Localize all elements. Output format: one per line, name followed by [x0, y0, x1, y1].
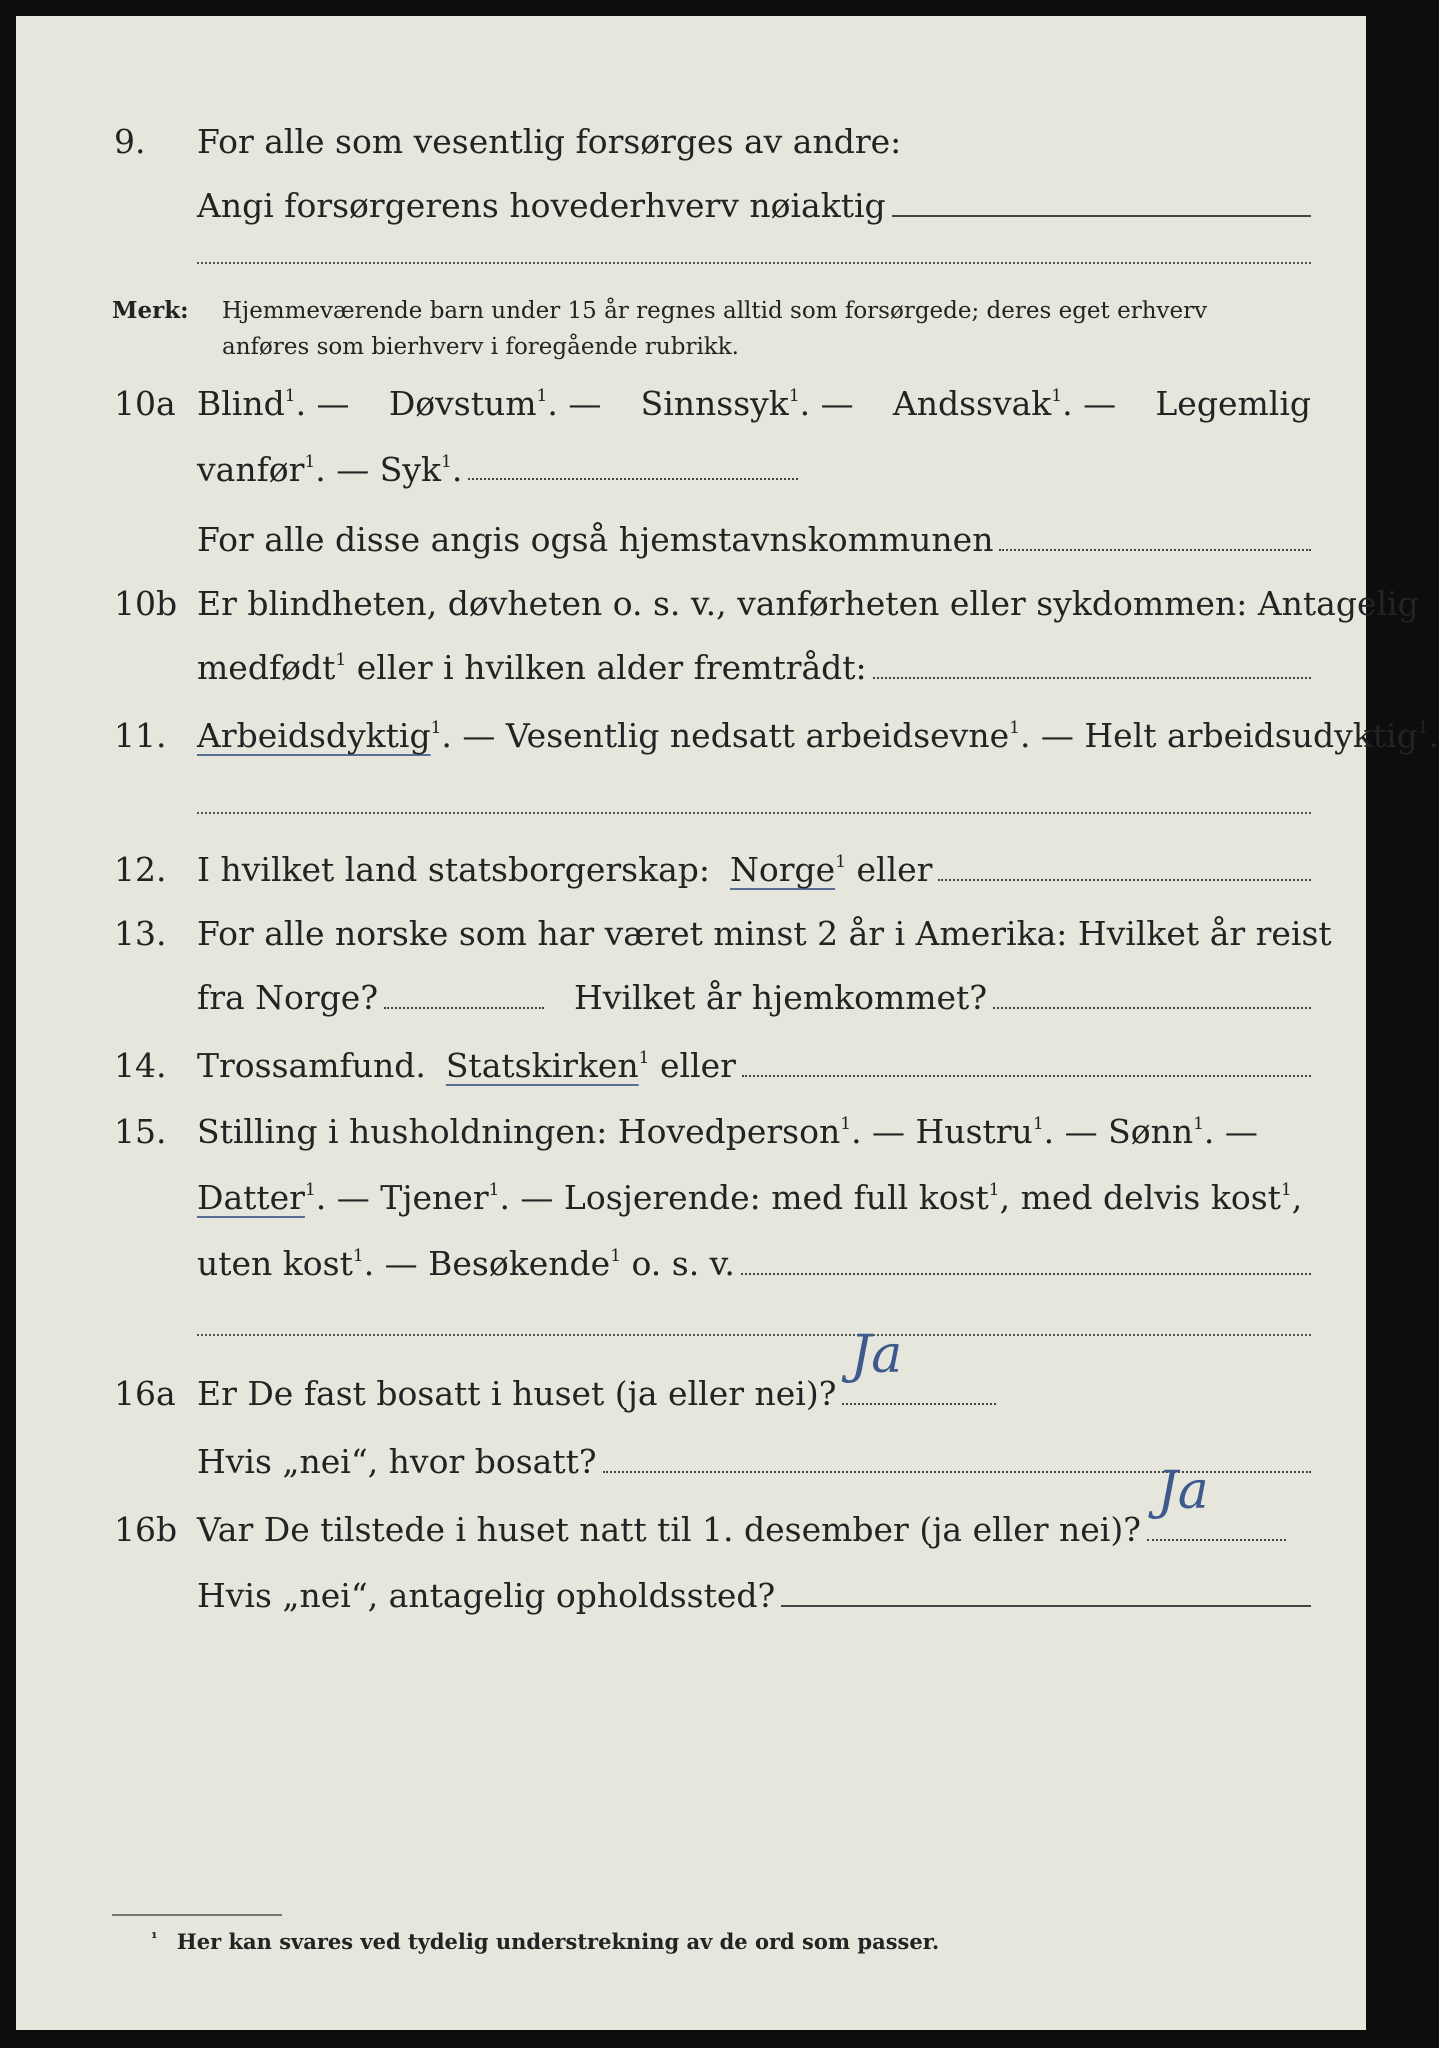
question-number: 14.: [114, 1046, 167, 1085]
note-text: Hjemmeværende barn under 15 år regnes alltid som forsørgede; deres eget erhverv: [222, 298, 1208, 324]
option-dovstum: Døvstum$^1$. —: [388, 384, 602, 423]
note-text-line2: anføres som bierhverv i foregående rubrikk.: [222, 334, 739, 360]
answer-line[interactable]: [873, 649, 1311, 679]
question-text: I hvilket land statsborgerskap:: [197, 850, 711, 889]
separator: [197, 1334, 1311, 1336]
question-text: Var De tilstede i huset natt til 1. desember (ja eller nei)?: [197, 1510, 1141, 1549]
question-number: 10a: [114, 384, 176, 423]
question-number: 10b: [114, 584, 178, 623]
question-text: Hvis „nei“, antagelig opholdssted?: [197, 1576, 776, 1615]
question-text: For alle norske som har været minst 2 år i Amerika: Hvilket år reist: [197, 914, 1332, 953]
answer-line[interactable]: [468, 450, 798, 480]
question-number: 12.: [114, 850, 167, 889]
question-text-rest: $^1$ eller: [638, 1046, 736, 1085]
question-text: Stilling i husholdningen: Hovedperson$^1$. — Hustru$^1$. — Sønn$^1$. —: [197, 1112, 1258, 1151]
answer-line[interactable]: [742, 1047, 1311, 1077]
answer-line[interactable]: [842, 1325, 996, 1405]
question-text: For alle som vesentlig forsørges av andre:: [197, 122, 902, 161]
question-text: medfødt$^1$ eller i hvilken alder fremtrådt:: [197, 648, 867, 687]
underlined-answer: Norge: [730, 850, 836, 889]
question-text-rest: $^1$. — Tjener$^1$. — Losjerende: med full kost$^1$, med delvis kost$^1$,: [304, 1178, 1303, 1217]
question-text: Hvilket år hjemkommet?: [574, 978, 988, 1017]
answer-line[interactable]: [999, 521, 1311, 551]
handwritten-answer: Ja: [850, 1325, 903, 1385]
footnote-text: Her kan svares ved tydelig understrekning av de ord som passer.: [176, 1929, 940, 1954]
handwritten-answer: Ja: [1156, 1461, 1209, 1521]
answer-line-year-left[interactable]: [384, 979, 544, 1009]
question-text: Er De fast bosatt i huset (ja eller nei)?: [197, 1374, 837, 1413]
separator: [197, 812, 1311, 814]
separator: [197, 262, 1311, 264]
question-number: 11.: [114, 716, 167, 755]
underlined-answer: Arbeidsdyktig: [197, 716, 431, 755]
footnote: [151, 1929, 939, 1954]
footnote-rule: [112, 1914, 282, 1916]
question-number: 16b: [114, 1510, 178, 1549]
footnote-mark: ¹: [151, 1929, 158, 1947]
question-text: fra Norge?: [197, 978, 379, 1017]
answer-line[interactable]: [1147, 1461, 1286, 1541]
answer-line[interactable]: [938, 851, 1311, 881]
question-text: Er blindheten, døvheten o. s. v., vanførheten eller sykdommen: Antagelig: [197, 584, 1419, 623]
question-text: uten kost$^1$. — Besøkende$^1$ o. s. v.: [197, 1244, 735, 1283]
answer-line-year-returned[interactable]: [993, 979, 1311, 1009]
answer-line[interactable]: [892, 187, 1311, 217]
question-text: Trossamfund.: [197, 1046, 426, 1085]
question-text: For alle disse angis også hjemstavnskommunen: [197, 520, 994, 559]
question-text: [197, 1178, 1302, 1218]
question-number: 9.: [114, 122, 146, 161]
question-text-rest: $^1$. — Vesentlig nedsatt arbeidsevne$^1$. — Helt arbeidsudyktig$^1$.: [430, 716, 1439, 755]
question-number: 13.: [114, 914, 167, 953]
question-text-rest: $^1$ eller: [835, 850, 933, 889]
census-form-page: [16, 16, 1439, 2030]
question-number: 15.: [114, 1112, 167, 1151]
underlined-answer: Datter: [197, 1178, 305, 1217]
option-legemlig: Legemlig: [1155, 384, 1311, 423]
question-text: Angi forsørgerens hovederhverv nøiaktig: [197, 186, 886, 225]
answer-line[interactable]: [741, 1245, 1311, 1275]
question-text: vanfør$^1$. — Syk$^1$.: [197, 450, 463, 489]
answer-line[interactable]: [781, 1577, 1311, 1607]
option-andssvak: Andssvak$^1$. —: [892, 384, 1117, 423]
question-text: Hvis „nei“, hvor bosatt?: [197, 1442, 597, 1481]
note-label: Merk:: [112, 297, 189, 324]
option-blind: Blind$^1$. —: [197, 384, 350, 423]
question-number: 16a: [114, 1374, 176, 1413]
underlined-answer: Statskirken: [445, 1046, 639, 1085]
question-text: [197, 716, 1439, 756]
option-sinnssyk: Sinnssyk$^1$. —: [640, 384, 854, 423]
